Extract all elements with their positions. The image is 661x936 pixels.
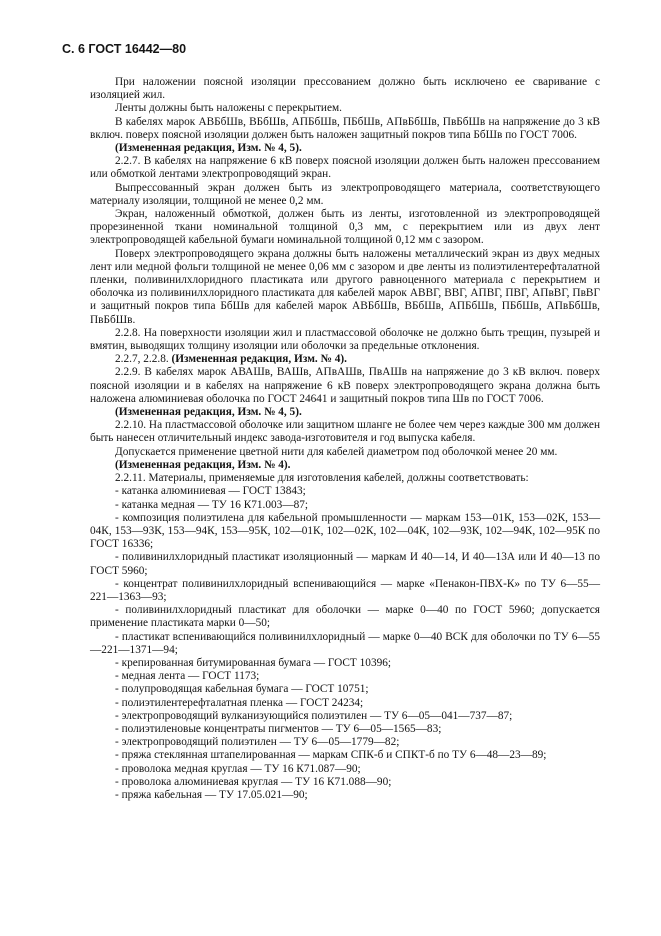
amendment-note: (Измененная редакция, Изм. № 4, 5). <box>115 142 302 155</box>
paragraph: 2.2.10. На пластмассовой оболочке или защитном шланге не более чем через каждые 300 мм должен быть нанесен отличительный индекс завода-изготовителя и год выпуска кабеля. <box>90 419 600 445</box>
list-item: - электропроводящий полиэтилен — ТУ 6—05—1779—82; <box>115 736 400 749</box>
list-item: - катанка медная — ТУ 16 К71.003—87; <box>115 498 309 511</box>
paragraph: Допускается применение цветной нити для кабелей диаметром под оболочкой менее 20 мм. <box>115 445 558 458</box>
amendment-note-mixed <box>90 353 600 366</box>
paragraph: Ленты должны быть наложены с перекрытием. <box>115 102 342 115</box>
paragraph: В кабелях марок АВБбШв, ВБбШв, АПБбШв, ПБбШв, АПвБбШв, ПвБбШв на напряжение до 3 кВ включ. поверх поясной изоляции должен быть наложен защитный покров типа БбШв по ГОСТ 7006. <box>90 115 600 141</box>
list-item: - полиэтилентерефталатная пленка — ГОСТ 24234; <box>115 696 364 709</box>
paragraph: 2.2.8. На поверхности изоляции жил и пластмассовой оболочке не должно быть трещин, пузырей и вмятин, выводящих толщину изоляции или оболочки за предельные отклонения. <box>90 326 600 353</box>
list-item: - проволока алюминиевая круглая — ТУ 16 К71.088—90; <box>115 775 392 788</box>
amendment-note: (Измененная редакция, Изм. № 4). <box>115 458 291 471</box>
amendment-bold: (Измененная редакция, Изм. № 4). <box>171 353 347 366</box>
paragraph: При наложении поясной изоляции прессованием должно быть исключено ее сваривание с изоляцией жил. <box>90 76 600 102</box>
list-item: - пряжа кабельная — ТУ 17.05.021—90; <box>115 788 308 801</box>
paragraph: Выпрессованный экран должен быть из электропроводящего материала, соответствующего материалу изоляции, толщиной не менее 0,2 мм. <box>90 181 600 207</box>
list-item: - композиция полиэтилена для кабельной промышленности — маркам 153—01К, 153—02К, 153—04К, 153—93К, 153—94К, 153—95К, 102—01К, 102—02К, 102—04К, 102—93К, 102—94К, 102—95К по ГОСТ 16336; <box>90 511 600 551</box>
list-item: - пластикат вспенивающийся поливинилхлоридный — марке 0—40 ВСК для оболочки по ТУ 6—55—221—1371—94; <box>90 630 600 656</box>
list-item: - катанка алюминиевая — ГОСТ 13843; <box>115 485 306 498</box>
paragraph: 2.2.7. В кабелях на напряжение 6 кВ поверх поясной изоляции должен быть наложен прессованием или обмоткой лентами электропроводящий экран. <box>90 155 600 181</box>
document-body <box>90 76 600 802</box>
amendment-note: (Измененная редакция, Изм. № 4, 5). <box>115 406 302 419</box>
amendment-prefix: 2.2.7, 2.2.8. <box>115 353 172 366</box>
list-item: - пряжа стеклянная штапелированная — маркам СПК-б и СПКТ-б по ТУ 6—48—23—89; <box>115 749 547 762</box>
list-item: - медная лента — ГОСТ 1173; <box>115 670 260 683</box>
list-item: - электропроводящий вулканизующийся полиэтилен — ТУ 6—05—041—737—87; <box>115 709 513 722</box>
list-item: - проволока медная круглая — ТУ 16 К71.087—90; <box>115 762 361 775</box>
paragraph: Поверх электропроводящего экрана должны быть наложены металлический экран из двух медных лент или медной фольги толщиной не менее 0,06 мм с зазором и две ленты из полиэтилентерефталатной пленки, поливинилхлоридного пластиката или другого равноценного материала с перекрытием и оболочка из поливинилхлоридного пластиката для кабелей марок АВВГ, ВВГ, АПВГ, ПВГ, АПвВГ, ПвВГ и защитный покров типа БбШв для кабелей марок АВБбШв, ВБбШв, АПБбШв, ПБбШв, АПвБбШв, ПвБбШв. <box>90 247 600 326</box>
list-item: - крепированная битумированная бумага — ГОСТ 10396; <box>115 656 392 669</box>
list-item: - концентрат поливинилхлоридный вспенивающийся — марке «Пенакон-ПВХ-К» по ТУ 6—55—221—1363—93; <box>90 577 600 603</box>
list-item: - поливинилхлоридный пластикат для оболочки — марке 0—40 по ГОСТ 5960; допускается применение пластиката марки 0—50; <box>90 604 600 630</box>
list-item: - полиэтиленовые концентраты пигментов — ТУ 6—05—1565—83; <box>115 722 442 735</box>
paragraph: 2.2.9. В кабелях марок АВАШв, ВАШв, АПвАШв, ПвАШв на напряжение до 3 кВ включ. поверх поясной изоляции и в кабелях на напряжение 6 кВ поверх электропроводящего экрана должна быть наложена алюминиевая оболочка по ГОСТ 24641 и защитный покров типа Шв по ГОСТ 7006. <box>90 366 600 405</box>
paragraph: 2.2.11. Материалы, применяемые для изготовления кабелей, должны соответствовать: <box>115 472 529 485</box>
paragraph: Экран, наложенный обмоткой, должен быть из ленты, изготовленной из электропроводящей прорезиненной ткани номинальной толщиной 0,3 мм, с перекрытием или из двух лент электропроводящей кабельной бумаги номинальной толщиной 0,12 мм с зазором. <box>90 208 600 247</box>
list-item: - полупроводящая кабельная бумага — ГОСТ 10751; <box>115 683 369 696</box>
page-header: С. 6 ГОСТ 16442—80 <box>62 42 187 56</box>
list-item: - поливинилхлоридный пластикат изоляционный — маркам И 40—14, И 40—13А или И 40—13 по ГОСТ 5960; <box>90 551 600 577</box>
